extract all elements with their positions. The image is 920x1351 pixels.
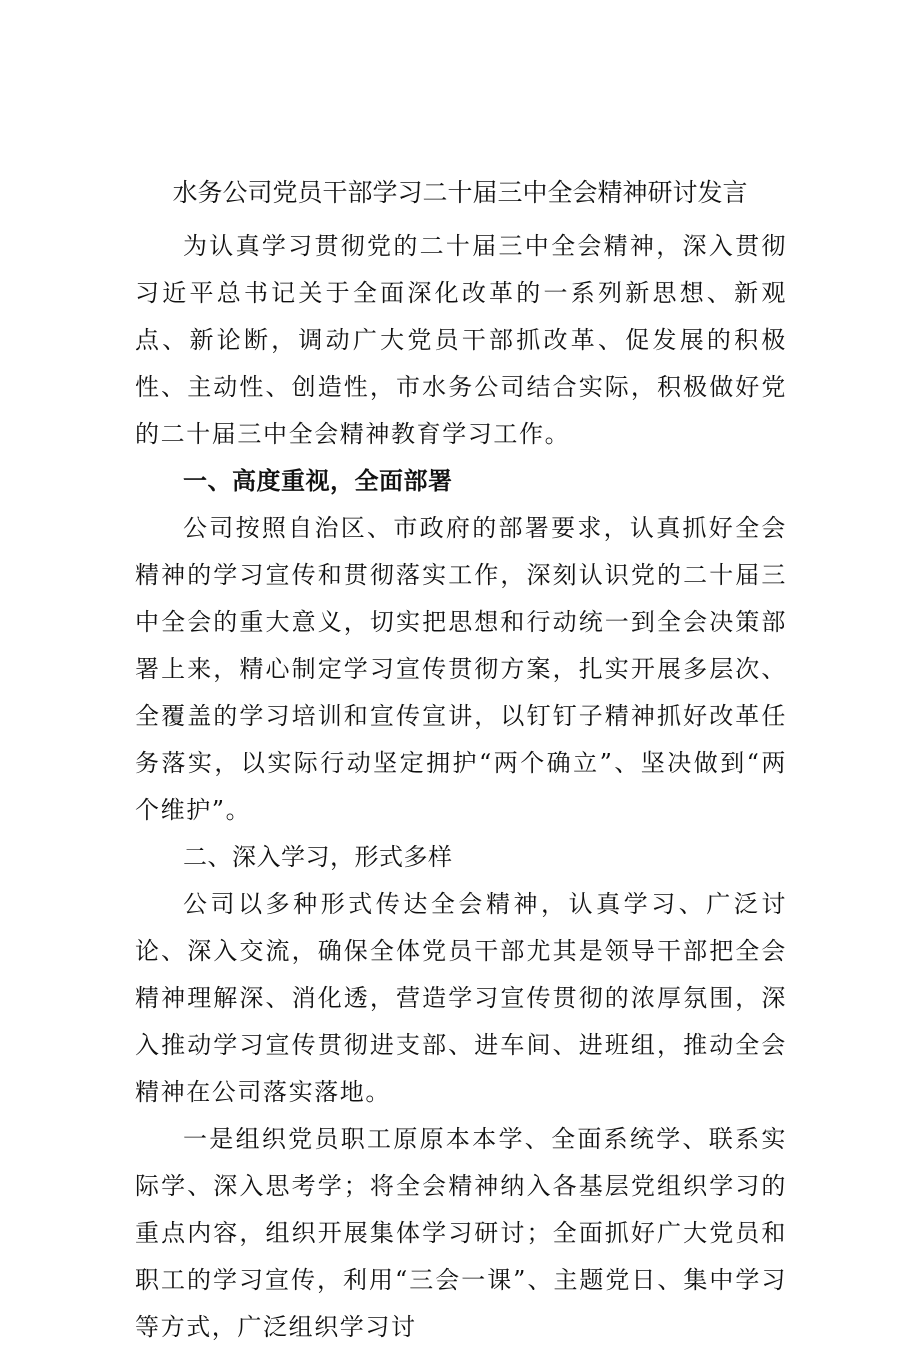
section-1-heading: 一、高度重视，全面部署 bbox=[183, 467, 453, 495]
section-2-heading: 二、深入学习，形式多样 bbox=[183, 843, 453, 871]
document-title: 水务公司党员干部学习二十届三中全会精神研讨发言 bbox=[172, 178, 748, 207]
document-body bbox=[135, 223, 787, 1351]
section-2-paragraph-2: 一是组织党员职工原原本本学、全面系统学、联系实际学、深入思考学；将全会精神纳入各基层党组织学习的重点内容，组织开展集体学习研讨；全面抓好广大党员和职工的学习宣传，利用“三会一课”、主题党日、集中学习等方式，广泛组织学习讨 bbox=[135, 1125, 787, 1341]
intro-paragraph: 为认真学习贯彻党的二十届三中全会精神，深入贯彻习近平总书记关于全面深化改革的一系列新思想、新观点、新论断，调动广大党员干部抓改革、促发展的积极性、主动性、创造性，市水务公司结合实际，积极做好党的二十届三中全会精神教育学习工作。 bbox=[135, 232, 787, 448]
section-2-paragraph: 公司以多种形式传达全会精神，认真学习、广泛讨论、深入交流，确保全体党员干部尤其是领导干部把全会精神理解深、消化透，营造学习宣传贯彻的浓厚氛围，深入推动学习宣传贯彻进支部、进车间、进班组，推动全会精神在公司落实落地。 bbox=[135, 890, 787, 1106]
section-1-paragraph: 公司按照自治区、市政府的部署要求，认真抓好全会精神的学习宣传和贯彻落实工作，深刻认识党的二十届三中全会的重大意义，切实把思想和行动统一到全会决策部署上来，精心制定学习宣传贯彻方案，扎实开展多层次、全覆盖的学习培训和宣传宣讲，以钉钉子精神抓好改革任务落实，以实际行动坚定拥护“两个确立”、坚决做到“两个维护”。 bbox=[135, 514, 787, 824]
